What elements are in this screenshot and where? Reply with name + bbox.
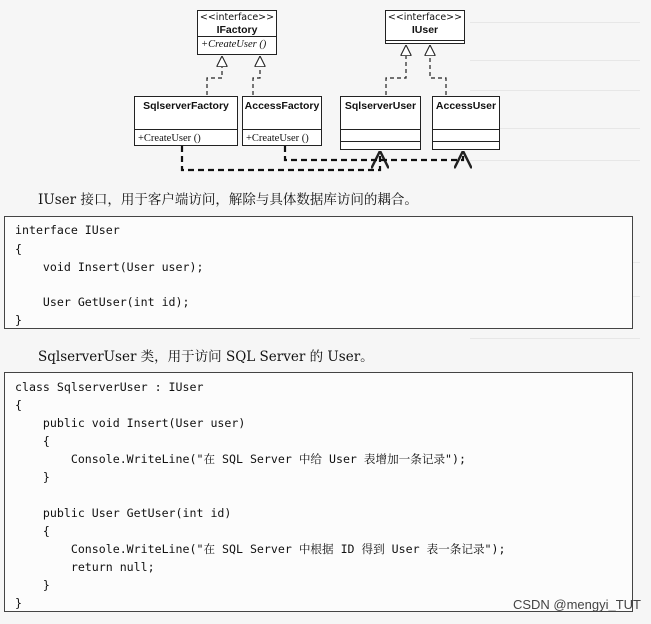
code-block-sqlserveruser [4,372,633,612]
sqlserver-factory-operation: +CreateUser () [138,133,201,144]
code-line: { [15,398,22,412]
iuser-name: IUser [411,24,439,36]
ifactory-box [197,10,277,55]
iuser-stereotype: <<interface>> [387,12,463,23]
code-line: void Insert(User user); [15,260,204,274]
class-diagram [0,0,651,180]
code-line: } [15,313,22,327]
code-line: interface IUser [15,223,120,237]
access-factory-box [242,96,322,146]
ifactory-operation: +CreateUser () [201,39,267,50]
code-line: { [15,434,50,448]
caption-sqlserveruser: SqlserverUser 类，用于访问 SQL Server 的 User。 [38,349,374,365]
access-user-box [432,96,500,150]
sqlserver-factory-box [134,96,238,146]
code-line: } [15,470,50,484]
code-line: { [15,524,50,538]
diagram-connectors [0,0,651,180]
iuser-box [385,10,465,44]
code-line: return null; [15,560,155,574]
realization-accessfactory-ifactory [253,56,260,95]
sqlserver-user-box [340,96,421,150]
code-line: { [15,242,22,256]
code-line: public User GetUser(int id) [15,506,232,520]
code-line: class SqlserverUser : IUser [15,380,204,394]
ifactory-name: IFactory [216,24,258,36]
code-line: User GetUser(int id); [15,295,190,309]
realization-sqlfactory-ifactory [207,56,222,95]
code-block-iuser [4,216,633,329]
access-factory-operation: +CreateUser () [246,133,309,144]
access-factory-name: AccessFactory [244,100,320,112]
code-line: } [15,596,22,610]
code-line: Console.WriteLine("在 SQL Server 中给 User 表增加一条记录"); [15,452,466,466]
realization-sqluser-iuser [386,45,406,95]
code-line: public void Insert(User user) [15,416,246,430]
csdn-watermark: CSDN @mengyi_TUT [512,597,641,612]
sqlserver-user-name: SqlserverUser [344,100,417,112]
code-line: Console.WriteLine("在 SQL Server 中根据 ID 得到 User 表一条记录"); [15,542,506,556]
caption-iuser: IUser 接口，用于客户端访问，解除与具体数据库访问的耦合。 [38,192,418,208]
sqlserver-factory-name: SqlserverFactory [143,100,229,112]
ifactory-stereotype: <<interface>> [199,12,275,23]
code-line: } [15,578,50,592]
realization-accessuser-iuser [430,45,446,95]
access-user-name: AccessUser [435,100,497,112]
